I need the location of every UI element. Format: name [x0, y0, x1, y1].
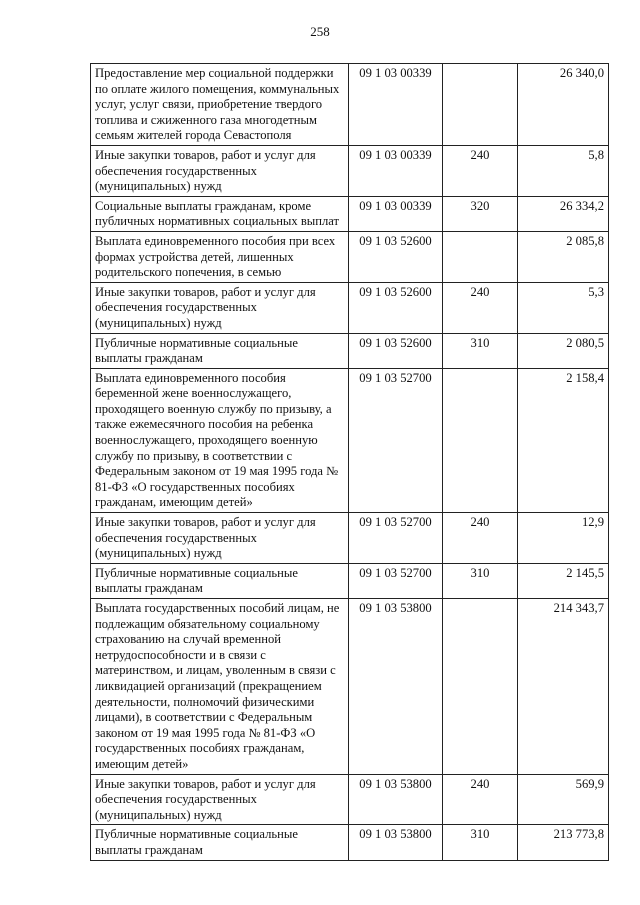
- row-name: Иные закупки товаров, работ и услуг для обеспечения государственных (муниципальных) нужд: [91, 513, 349, 564]
- row-code: 09 1 03 53800: [349, 825, 443, 860]
- row-code: 09 1 03 00339: [349, 64, 443, 146]
- row-type: 310: [443, 333, 518, 368]
- table-row: [91, 825, 609, 860]
- table-row: [91, 563, 609, 598]
- row-code: 09 1 03 00339: [349, 145, 443, 196]
- row-code: 09 1 03 52600: [349, 231, 443, 282]
- row-sum: 26 334,2: [518, 196, 609, 231]
- row-sum: 2 145,5: [518, 563, 609, 598]
- table-row: [91, 599, 609, 775]
- row-sum: 5,3: [518, 282, 609, 333]
- row-code: 09 1 03 52700: [349, 513, 443, 564]
- row-type: [443, 368, 518, 512]
- row-name: Публичные нормативные социальные выплаты гражданам: [91, 563, 349, 598]
- row-type: 240: [443, 145, 518, 196]
- row-name: Публичные нормативные социальные выплаты гражданам: [91, 825, 349, 860]
- row-type: 310: [443, 825, 518, 860]
- row-code: 09 1 03 52600: [349, 282, 443, 333]
- page-number: 258: [310, 24, 330, 39]
- row-type: [443, 231, 518, 282]
- budget-table: [90, 63, 609, 861]
- table-row: [91, 64, 609, 146]
- row-sum: 2 080,5: [518, 333, 609, 368]
- table-row: [91, 282, 609, 333]
- table-row: [91, 196, 609, 231]
- row-name: Выплата единовременного пособия беременной жене военнослужащего, проходящего военную службу по призыву, а также ежемесячного пособия на ребенка военнослужащего, проходящего военную службу по призыву, в соответствии с Федеральным законом от 19 мая 1995 года № 81-ФЗ «О государственных пособиях гражданам, имеющим детей»: [91, 368, 349, 512]
- table-row: [91, 333, 609, 368]
- row-type: 320: [443, 196, 518, 231]
- row-name: Выплата государственных пособий лицам, не подлежащим обязательному социальному страхованию на случай временной нетрудоспособности и в связи с материнством, и лицам, уволенным в связи с ликвидацией организаций (прекращением деятельности, полномочий физическими лицами), в соответствии с Федеральным законом от 19 мая 1995 года № 81-ФЗ «О государственных пособиях гражданам, имеющим детей»: [91, 599, 349, 775]
- row-sum: 214 343,7: [518, 599, 609, 775]
- row-type: 240: [443, 282, 518, 333]
- row-sum: 5,8: [518, 145, 609, 196]
- row-sum: 2 158,4: [518, 368, 609, 512]
- row-sum: 569,9: [518, 774, 609, 825]
- row-code: 09 1 03 00339: [349, 196, 443, 231]
- row-code: 09 1 03 52700: [349, 563, 443, 598]
- table-row: [91, 774, 609, 825]
- row-name: Иные закупки товаров, работ и услуг для обеспечения государственных (муниципальных) нужд: [91, 145, 349, 196]
- row-code: 09 1 03 52700: [349, 368, 443, 512]
- table-row: [91, 231, 609, 282]
- row-type: 240: [443, 774, 518, 825]
- table-row: [91, 513, 609, 564]
- table-row: [91, 368, 609, 512]
- row-type: 310: [443, 563, 518, 598]
- row-code: 09 1 03 52600: [349, 333, 443, 368]
- row-name: Публичные нормативные социальные выплаты гражданам: [91, 333, 349, 368]
- row-sum: 2 085,8: [518, 231, 609, 282]
- row-name: Социальные выплаты гражданам, кроме публичных нормативных социальных выплат: [91, 196, 349, 231]
- row-name: Предоставление мер социальной поддержки по оплате жилого помещения, коммунальных услуг, услуг связи, приобретение твердого топлива и сжиженного газа многодетным семьям жителей города Севастополя: [91, 64, 349, 146]
- row-type: 240: [443, 513, 518, 564]
- row-name: Иные закупки товаров, работ и услуг для обеспечения государственных (муниципальных) нужд: [91, 282, 349, 333]
- row-code: 09 1 03 53800: [349, 774, 443, 825]
- row-code: 09 1 03 53800: [349, 599, 443, 775]
- row-sum: 26 340,0: [518, 64, 609, 146]
- table-row: [91, 145, 609, 196]
- row-sum: 12,9: [518, 513, 609, 564]
- row-sum: 213 773,8: [518, 825, 609, 860]
- row-name: Выплата единовременного пособия при всех формах устройства детей, лишенных родительского попечения, в семью: [91, 231, 349, 282]
- row-type: [443, 64, 518, 146]
- row-type: [443, 599, 518, 775]
- row-name: Иные закупки товаров, работ и услуг для обеспечения государственных (муниципальных) нужд: [91, 774, 349, 825]
